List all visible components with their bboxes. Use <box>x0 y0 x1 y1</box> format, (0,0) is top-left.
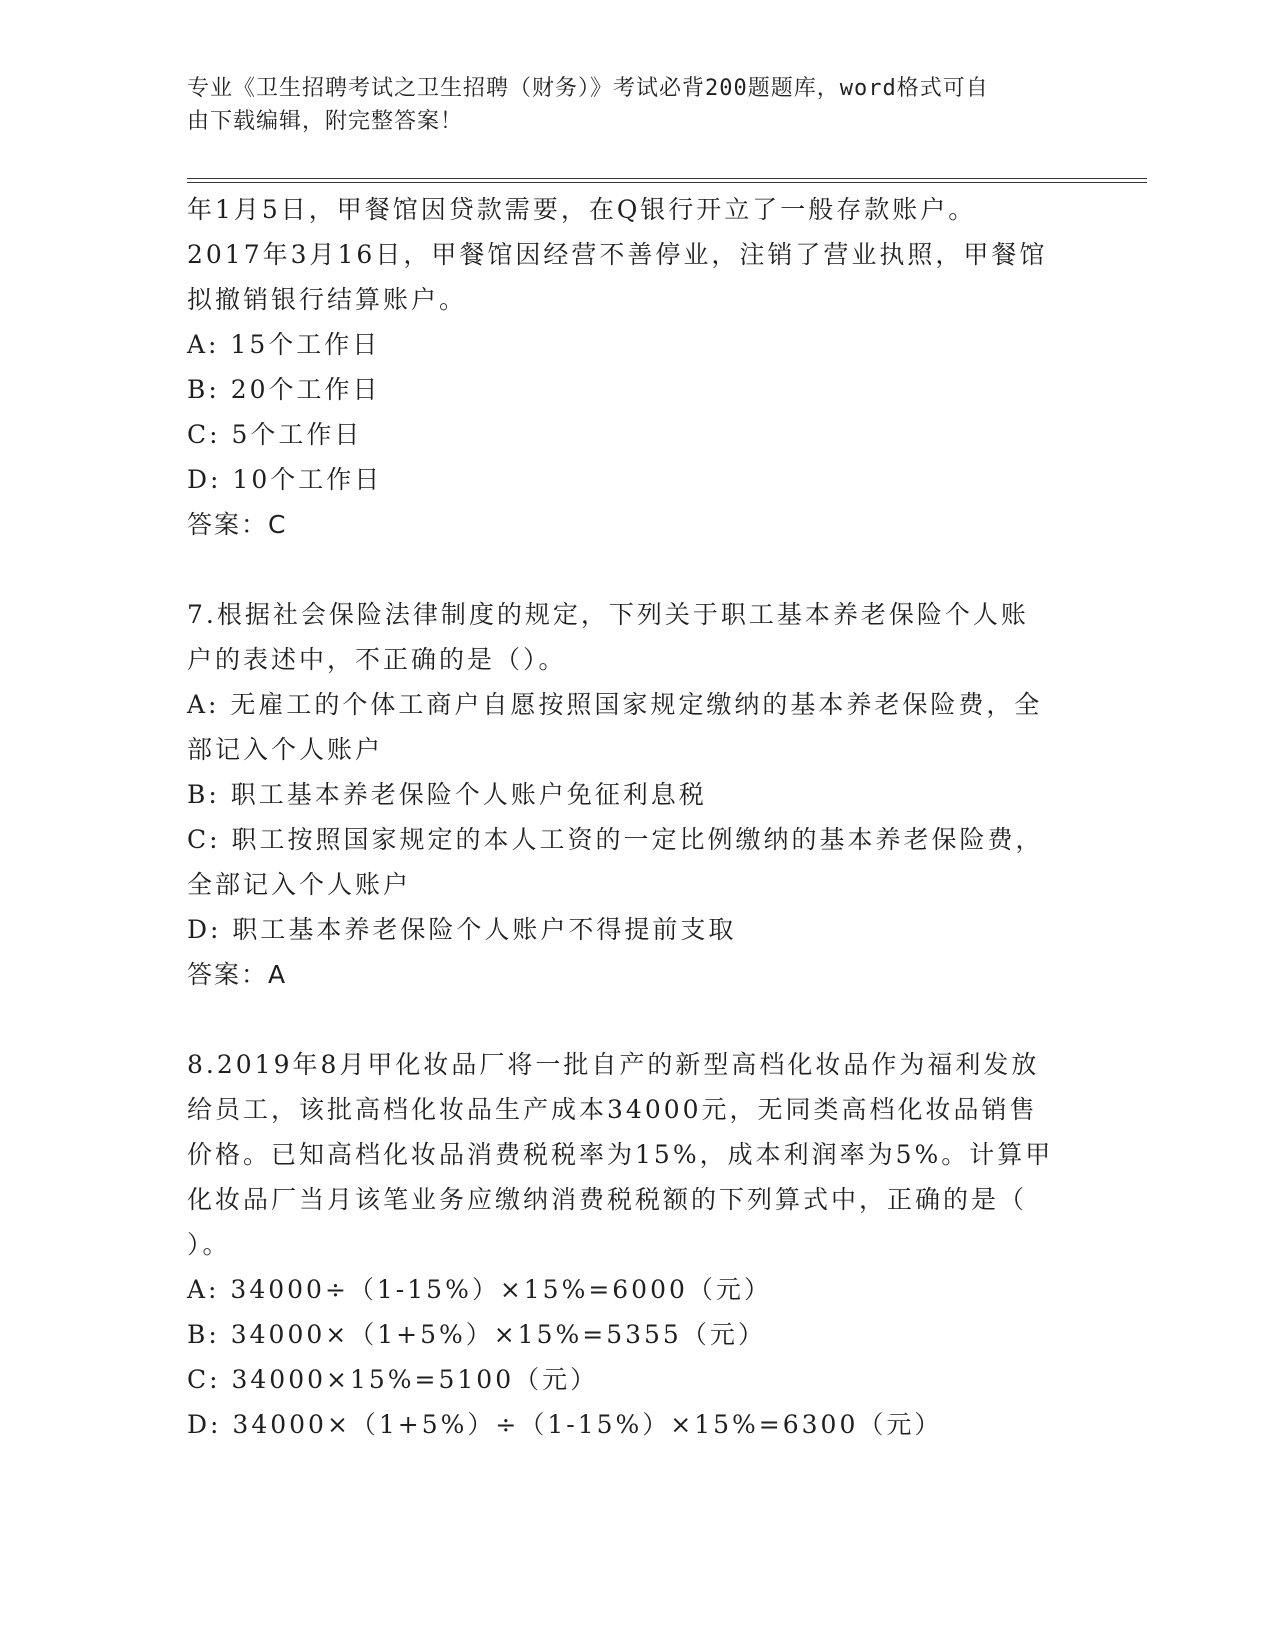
question-text-line: 7.根据社会保险法律制度的规定，下列关于职工基本养老保险个人账 <box>187 600 1029 629</box>
question-text-line: ）。 <box>187 1230 231 1259</box>
question-continuation <box>187 187 1087 547</box>
option-c: C: 职工按照国家规定的本人工资的一定比例缴纳的基本养老保险费， <box>187 825 1044 854</box>
section-spacer <box>187 547 1087 592</box>
question-text-line: 化妆品厂当月该笔业务应缴纳消费税税额的下列算式中，正确的是（ <box>187 1185 1028 1214</box>
question-text-line: 2017年3月16日，甲餐馆因经营不善停业，注销了营业执照，甲餐馆 <box>187 240 1048 269</box>
answer-label: 答案：A <box>187 960 288 989</box>
header-divider-top <box>187 178 1147 179</box>
question-7 <box>187 592 1087 997</box>
option-b: B: 20个工作日 <box>187 375 381 404</box>
header-line-2: 由下载编辑，附完整答案！ <box>187 109 464 134</box>
answer-label: 答案：C <box>187 510 288 539</box>
section-spacer <box>187 997 1087 1042</box>
option-b: B: 职工基本养老保险个人账户免征利息税 <box>187 780 707 809</box>
option-a: A: 无雇工的个体工商户自愿按照国家规定缴纳的基本养老保险费，全 <box>187 690 1043 719</box>
option-c-continued: 全部记入个人账户 <box>187 870 412 899</box>
header-line-1: 专业《卫生招聘考试之卫生招聘（财务）》考试必背200题题库，word格式可自 <box>187 76 989 101</box>
option-a: A: 15个工作日 <box>187 330 381 359</box>
header-divider-bottom <box>187 182 1147 183</box>
question-text-line: 8.2019年8月甲化妆品厂将一批自产的新型高档化妆品作为福利发放 <box>187 1050 1040 1079</box>
option-a-continued: 部记入个人账户 <box>187 735 384 764</box>
document-body <box>187 187 1087 1447</box>
question-text-line: 给员工，该批高档化妆品生产成本34000元，无同类高档化妆品销售 <box>187 1095 1038 1124</box>
question-text-line: 年1月5日，甲餐馆因贷款需要，在Q银行开立了一般存款账户。 <box>187 195 977 224</box>
option-d: D: 职工基本养老保险个人账户不得提前支取 <box>187 915 737 944</box>
option-a: A: 34000÷（1-15%）×15%=6000（元） <box>187 1275 772 1304</box>
question-text-line: 拟撤销银行结算账户。 <box>187 285 468 314</box>
document-header <box>187 72 1067 138</box>
question-text-line: 价格。已知高档化妆品消费税税率为15%，成本利润率为5%。计算甲 <box>187 1140 1054 1169</box>
question-8 <box>187 1042 1087 1447</box>
question-text-line: 户的表述中，不正确的是（）。 <box>187 645 567 674</box>
option-c: C: 5个工作日 <box>187 420 363 449</box>
option-c: C: 34000×15%=5100（元） <box>187 1365 599 1394</box>
option-d: D: 10个工作日 <box>187 465 383 494</box>
option-b: B: 34000×（1+5%）×15%=5355（元） <box>187 1320 766 1349</box>
option-d: D: 34000×（1+5%）÷（1-15%）×15%=6300（元） <box>187 1410 943 1439</box>
